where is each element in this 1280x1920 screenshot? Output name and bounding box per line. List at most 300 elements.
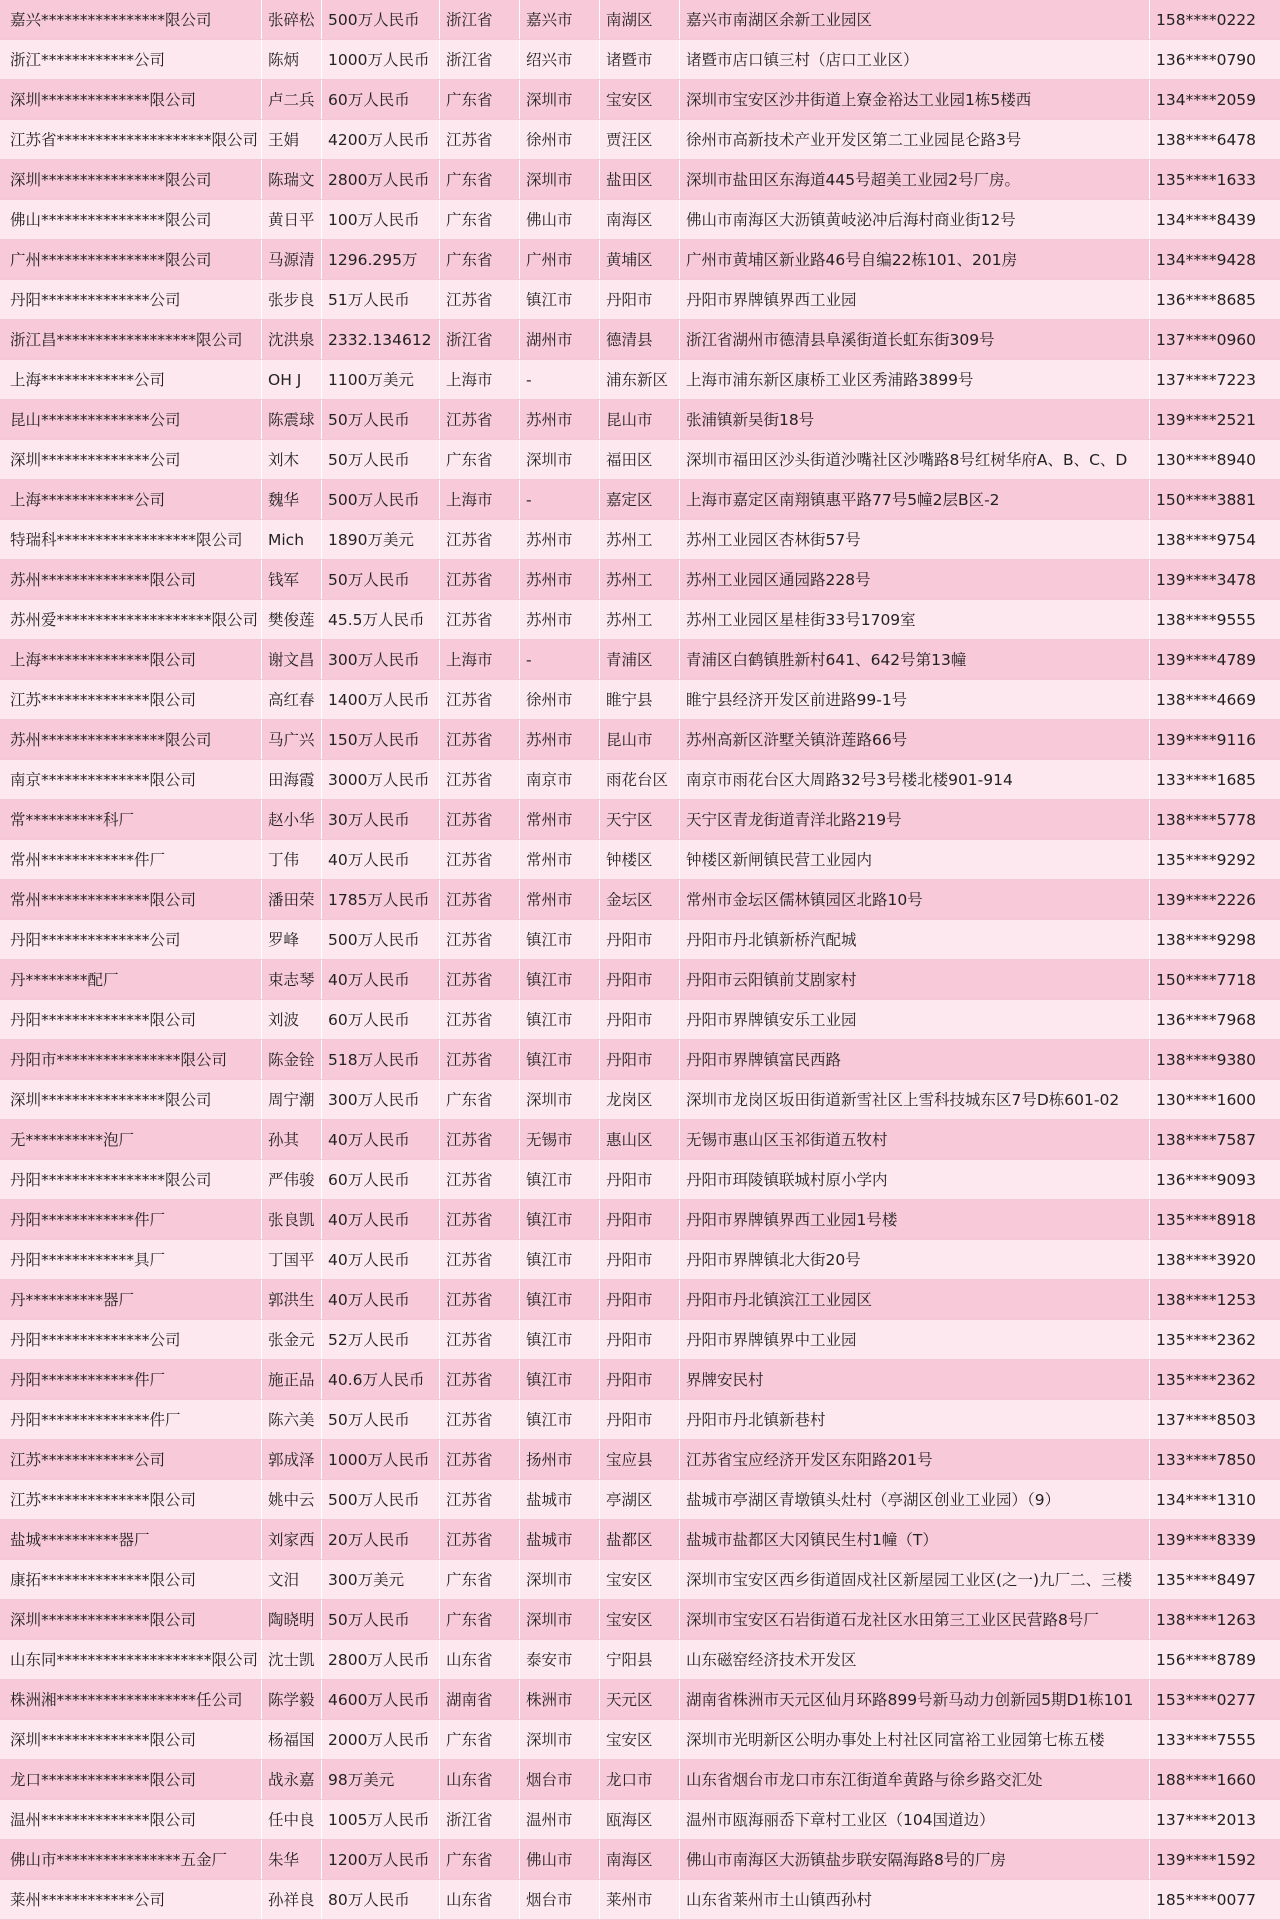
company-name-cell: 丹阳市****************限公司 bbox=[0, 1040, 262, 1079]
city-cell: 嘉兴市 bbox=[520, 0, 600, 39]
phone-cell: 136****0790 bbox=[1156, 51, 1257, 69]
district-cell: 莱州市 bbox=[600, 1880, 680, 1919]
province-cell: 江苏省 bbox=[440, 1240, 520, 1279]
address-cell: 深圳市光明新区公明办事处上村社区同富裕工业园第七栋五楼 bbox=[680, 1720, 1150, 1759]
registered-capital-cell: 50万人民币 bbox=[322, 1400, 440, 1439]
phone-cell: 135****1633 bbox=[1156, 171, 1257, 189]
legal-rep-cell: 谢文昌 bbox=[262, 640, 322, 679]
registered-capital-cell: 1005万人民币 bbox=[322, 1800, 440, 1839]
city-cell: 烟台市 bbox=[520, 1760, 600, 1799]
province-cell: 江苏省 bbox=[440, 800, 520, 839]
phone-cell: 136****9093 bbox=[1156, 1171, 1257, 1189]
company-name-cell: 丹阳************件厂 bbox=[0, 1360, 262, 1399]
district-cell: 丹阳市 bbox=[600, 1240, 680, 1279]
city-cell: 镇江市 bbox=[520, 1160, 600, 1199]
province-cell: 湖南省 bbox=[440, 1680, 520, 1719]
legal-rep-cell: 郭洪生 bbox=[262, 1280, 322, 1319]
phone-cell: 137****0960 bbox=[1156, 331, 1257, 349]
legal-rep-cell: 丁国平 bbox=[262, 1240, 322, 1279]
company-name-cell: 无**********泡厂 bbox=[0, 1120, 262, 1159]
legal-rep-cell: 陈学毅 bbox=[262, 1680, 322, 1719]
address-cell: 湖南省株洲市天元区仙月环路899号新马动力创新园5期D1栋101 bbox=[680, 1680, 1150, 1719]
address-cell: 丹阳市丹北镇新桥汽配城 bbox=[680, 920, 1150, 959]
company-name-cell: 株洲湘******************任公司 bbox=[0, 1680, 262, 1719]
district-cell: 浦东新区 bbox=[600, 360, 680, 399]
registered-capital-cell: 60万人民币 bbox=[322, 1160, 440, 1199]
district-cell: 惠山区 bbox=[600, 1120, 680, 1159]
registered-capital-cell: 1400万人民币 bbox=[322, 680, 440, 719]
province-cell: 江苏省 bbox=[440, 760, 520, 799]
city-cell: 镇江市 bbox=[520, 1240, 600, 1279]
legal-rep-cell: 严伟骏 bbox=[262, 1160, 322, 1199]
district-cell: 丹阳市 bbox=[600, 1160, 680, 1199]
phone-cell: 139****3478 bbox=[1156, 571, 1257, 589]
legal-rep-cell: 孙其 bbox=[262, 1120, 322, 1159]
company-name-cell: 嘉兴****************限公司 bbox=[0, 0, 262, 39]
province-cell: 浙江省 bbox=[440, 0, 520, 39]
registered-capital-cell: 100万人民币 bbox=[322, 200, 440, 239]
legal-rep-cell: 王娟 bbox=[262, 120, 322, 159]
address-cell: 深圳市宝安区西乡街道固戍社区新屋园工业区(之一)九厂二、三楼 bbox=[680, 1560, 1150, 1599]
registered-capital-cell: 518万人民币 bbox=[322, 1040, 440, 1079]
province-cell: 山东省 bbox=[440, 1880, 520, 1919]
legal-rep-cell: 魏华 bbox=[262, 480, 322, 519]
phone-cell: 138****9754 bbox=[1156, 531, 1257, 549]
address-cell: 丹阳市界牌镇富民西路 bbox=[680, 1040, 1150, 1079]
province-cell: 江苏省 bbox=[440, 680, 520, 719]
district-cell: 苏州工 bbox=[600, 600, 680, 639]
company-name-cell: 盐城**********器厂 bbox=[0, 1520, 262, 1559]
registered-capital-cell: 40万人民币 bbox=[322, 1200, 440, 1239]
province-cell: 广东省 bbox=[440, 1840, 520, 1879]
company-name-cell: 丹阳************具厂 bbox=[0, 1240, 262, 1279]
district-cell: 贾汪区 bbox=[600, 120, 680, 159]
district-cell: 雨花台区 bbox=[600, 760, 680, 799]
city-cell: 泰安市 bbox=[520, 1640, 600, 1679]
legal-rep-cell: 孙祥良 bbox=[262, 1880, 322, 1919]
legal-rep-cell: 文汨 bbox=[262, 1560, 322, 1599]
phone-cell: 139****2521 bbox=[1156, 411, 1257, 429]
province-cell: 江苏省 bbox=[440, 1160, 520, 1199]
address-cell: 盐城市亭湖区青墩镇头灶村（亭湖区创业工业园）（9） bbox=[680, 1480, 1150, 1519]
district-cell: 钟楼区 bbox=[600, 840, 680, 879]
table-row bbox=[0, 1880, 1280, 1920]
legal-rep-cell: 张良凯 bbox=[262, 1200, 322, 1239]
table-row bbox=[0, 1400, 1280, 1440]
address-cell: 上海市浦东新区康桥工业区秀浦路3899号 bbox=[680, 360, 1150, 399]
city-cell: 苏州市 bbox=[520, 520, 600, 559]
table-row bbox=[0, 1080, 1280, 1120]
company-name-cell: 深圳**************限公司 bbox=[0, 1600, 262, 1639]
company-name-cell: 丹阳**************公司 bbox=[0, 280, 262, 319]
phone-cell: 136****8685 bbox=[1156, 291, 1257, 309]
table-row bbox=[0, 120, 1280, 160]
legal-rep-cell: 任中良 bbox=[262, 1800, 322, 1839]
province-cell: 江苏省 bbox=[440, 960, 520, 999]
legal-rep-cell: 陶晓明 bbox=[262, 1600, 322, 1639]
province-cell: 江苏省 bbox=[440, 1440, 520, 1479]
table-row bbox=[0, 160, 1280, 200]
address-cell: 丹阳市界牌镇界中工业园 bbox=[680, 1320, 1150, 1359]
district-cell: 黄埔区 bbox=[600, 240, 680, 279]
city-cell: 无锡市 bbox=[520, 1120, 600, 1159]
address-cell: 山东省烟台市龙口市东江街道牟黄路与徐乡路交汇处 bbox=[680, 1760, 1150, 1799]
address-cell: 深圳市福田区沙头街道沙嘴社区沙嘴路8号红树华府A、B、C、D bbox=[680, 440, 1150, 479]
registered-capital-cell: 45.5万人民币 bbox=[322, 600, 440, 639]
province-cell: 江苏省 bbox=[440, 1520, 520, 1559]
registered-capital-cell: 40万人民币 bbox=[322, 1120, 440, 1159]
table-row bbox=[0, 280, 1280, 320]
district-cell: 丹阳市 bbox=[600, 1320, 680, 1359]
table-row bbox=[0, 1680, 1280, 1720]
phone-cell: 156****8789 bbox=[1156, 1651, 1257, 1669]
province-cell: 山东省 bbox=[440, 1760, 520, 1799]
phone-cell: 138****6478 bbox=[1156, 131, 1257, 149]
phone-cell: 138****4669 bbox=[1156, 691, 1257, 709]
company-name-cell: 深圳**************公司 bbox=[0, 440, 262, 479]
table-row bbox=[0, 40, 1280, 80]
table-row bbox=[0, 200, 1280, 240]
legal-rep-cell: 张步良 bbox=[262, 280, 322, 319]
company-name-cell: 温州**************限公司 bbox=[0, 1800, 262, 1839]
district-cell: 宝应县 bbox=[600, 1440, 680, 1479]
district-cell: 南湖区 bbox=[600, 0, 680, 39]
company-name-cell: 广州****************限公司 bbox=[0, 240, 262, 279]
table-row bbox=[0, 80, 1280, 120]
district-cell: 宝安区 bbox=[600, 1720, 680, 1759]
table-row bbox=[0, 1320, 1280, 1360]
address-cell: 丹阳市丹北镇滨江工业园区 bbox=[680, 1280, 1150, 1319]
legal-rep-cell: 高红春 bbox=[262, 680, 322, 719]
city-cell: 常州市 bbox=[520, 840, 600, 879]
table-row bbox=[0, 880, 1280, 920]
city-cell: 南京市 bbox=[520, 760, 600, 799]
phone-cell: 133****1685 bbox=[1156, 771, 1257, 789]
legal-rep-cell: 杨福国 bbox=[262, 1720, 322, 1759]
table-row bbox=[0, 480, 1280, 520]
province-cell: 江苏省 bbox=[440, 120, 520, 159]
address-cell: 丹阳市界牌镇安乐工业园 bbox=[680, 1000, 1150, 1039]
table-row bbox=[0, 1720, 1280, 1760]
address-cell: 徐州市高新技术产业开发区第二工业园昆仑路3号 bbox=[680, 120, 1150, 159]
registered-capital-cell: 1000万人民币 bbox=[322, 1440, 440, 1479]
address-cell: 丹阳市界牌镇北大街20号 bbox=[680, 1240, 1150, 1279]
registered-capital-cell: 500万人民币 bbox=[322, 920, 440, 959]
registered-capital-cell: 1890万美元 bbox=[322, 520, 440, 559]
phone-cell: 138****1263 bbox=[1156, 1611, 1257, 1629]
legal-rep-cell: OH J bbox=[262, 360, 322, 399]
district-cell: 苏州工 bbox=[600, 520, 680, 559]
phone-cell: 150****3881 bbox=[1156, 491, 1257, 509]
company-name-cell: 丹**********器厂 bbox=[0, 1280, 262, 1319]
province-cell: 江苏省 bbox=[440, 600, 520, 639]
legal-rep-cell: 沈洪泉 bbox=[262, 320, 322, 359]
phone-cell: 138****5778 bbox=[1156, 811, 1257, 829]
registered-capital-cell: 500万人民币 bbox=[322, 0, 440, 39]
city-cell: 烟台市 bbox=[520, 1880, 600, 1919]
address-cell: 常州市金坛区儒林镇园区北路10号 bbox=[680, 880, 1150, 919]
table-row bbox=[0, 800, 1280, 840]
address-cell: 嘉兴市南湖区余新工业园区 bbox=[680, 0, 1150, 39]
phone-cell: 185****0077 bbox=[1156, 1891, 1257, 1909]
province-cell: 江苏省 bbox=[440, 1360, 520, 1399]
legal-rep-cell: Mich bbox=[262, 520, 322, 559]
city-cell: 常州市 bbox=[520, 800, 600, 839]
address-cell: 苏州高新区浒墅关镇浒莲路66号 bbox=[680, 720, 1150, 759]
address-cell: 山东省莱州市土山镇西孙村 bbox=[680, 1880, 1150, 1919]
city-cell: 苏州市 bbox=[520, 600, 600, 639]
phone-cell: 153****0277 bbox=[1156, 1691, 1257, 1709]
district-cell: 宝安区 bbox=[600, 80, 680, 119]
company-name-cell: 南京**************限公司 bbox=[0, 760, 262, 799]
city-cell: 镇江市 bbox=[520, 920, 600, 959]
city-cell: 绍兴市 bbox=[520, 40, 600, 79]
legal-rep-cell: 陈瑞文 bbox=[262, 160, 322, 199]
table-row bbox=[0, 600, 1280, 640]
table-row bbox=[0, 1240, 1280, 1280]
registered-capital-cell: 40.6万人民币 bbox=[322, 1360, 440, 1399]
table-row bbox=[0, 360, 1280, 400]
province-cell: 江苏省 bbox=[440, 400, 520, 439]
address-cell: 青浦区白鹤镇胜新村641、642号第13幢 bbox=[680, 640, 1150, 679]
company-name-cell: 常**********科厂 bbox=[0, 800, 262, 839]
address-cell: 丹阳市界牌镇界西工业园1号楼 bbox=[680, 1200, 1150, 1239]
phone-cell: 134****1310 bbox=[1156, 1491, 1257, 1509]
phone-cell: 138****1253 bbox=[1156, 1291, 1257, 1309]
city-cell: 镇江市 bbox=[520, 1400, 600, 1439]
province-cell: 广东省 bbox=[440, 240, 520, 279]
city-cell: 佛山市 bbox=[520, 200, 600, 239]
province-cell: 浙江省 bbox=[440, 40, 520, 79]
company-name-cell: 丹阳**************公司 bbox=[0, 1320, 262, 1359]
address-cell: 界牌安民村 bbox=[680, 1360, 1150, 1399]
city-cell: 深圳市 bbox=[520, 80, 600, 119]
legal-rep-cell: 潘田荣 bbox=[262, 880, 322, 919]
district-cell: 盐田区 bbox=[600, 160, 680, 199]
table-row bbox=[0, 240, 1280, 280]
table-row bbox=[0, 1800, 1280, 1840]
province-cell: 浙江省 bbox=[440, 320, 520, 359]
district-cell: 龙岗区 bbox=[600, 1080, 680, 1119]
table-row bbox=[0, 560, 1280, 600]
city-cell: 镇江市 bbox=[520, 1000, 600, 1039]
city-cell: 镇江市 bbox=[520, 1200, 600, 1239]
phone-cell: 135****8497 bbox=[1156, 1571, 1257, 1589]
address-cell: 南京市雨花台区大周路32号3号楼北楼901-914 bbox=[680, 760, 1150, 799]
address-cell: 苏州工业园区杏林街57号 bbox=[680, 520, 1150, 559]
address-cell: 浙江省湖州市德清县阜溪街道长虹东街309号 bbox=[680, 320, 1150, 359]
province-cell: 广东省 bbox=[440, 80, 520, 119]
district-cell: 睢宁县 bbox=[600, 680, 680, 719]
city-cell: 镇江市 bbox=[520, 1280, 600, 1319]
district-cell: 德清县 bbox=[600, 320, 680, 359]
phone-cell: 135****2362 bbox=[1156, 1371, 1257, 1389]
city-cell: 温州市 bbox=[520, 1800, 600, 1839]
table-row bbox=[0, 960, 1280, 1000]
city-cell: 扬州市 bbox=[520, 1440, 600, 1479]
phone-cell: 134****8439 bbox=[1156, 211, 1257, 229]
company-name-cell: 佛山****************限公司 bbox=[0, 200, 262, 239]
address-cell: 深圳市宝安区石岩街道石龙社区水田第三工业区民营路8号厂 bbox=[680, 1600, 1150, 1639]
registered-capital-cell: 40万人民币 bbox=[322, 960, 440, 999]
registered-capital-cell: 300万美元 bbox=[322, 1560, 440, 1599]
company-name-cell: 丹阳**************限公司 bbox=[0, 1000, 262, 1039]
table-row bbox=[0, 1160, 1280, 1200]
address-cell: 佛山市南海区大沥镇盐步联安隔海路8号的厂房 bbox=[680, 1840, 1150, 1879]
phone-cell: 138****7587 bbox=[1156, 1131, 1257, 1149]
table-row bbox=[0, 440, 1280, 480]
company-name-cell: 丹阳**************件厂 bbox=[0, 1400, 262, 1439]
registered-capital-cell: 80万人民币 bbox=[322, 1880, 440, 1919]
city-cell: 深圳市 bbox=[520, 440, 600, 479]
district-cell: 盐都区 bbox=[600, 1520, 680, 1559]
registered-capital-cell: 2000万人民币 bbox=[322, 1720, 440, 1759]
address-cell: 丹阳市界牌镇界西工业园 bbox=[680, 280, 1150, 319]
registered-capital-cell: 20万人民币 bbox=[322, 1520, 440, 1559]
company-name-cell: 丹阳************件厂 bbox=[0, 1200, 262, 1239]
province-cell: 江苏省 bbox=[440, 560, 520, 599]
city-cell: - bbox=[520, 360, 600, 399]
registered-capital-cell: 52万人民币 bbox=[322, 1320, 440, 1359]
district-cell: 嘉定区 bbox=[600, 480, 680, 519]
address-cell: 深圳市龙岗区坂田街道新雪社区上雪科技城东区7号D栋601-02 bbox=[680, 1080, 1150, 1119]
province-cell: 江苏省 bbox=[440, 1280, 520, 1319]
province-cell: 广东省 bbox=[440, 160, 520, 199]
table-row bbox=[0, 320, 1280, 360]
phone-cell: 136****7968 bbox=[1156, 1011, 1257, 1029]
legal-rep-cell: 陈金铨 bbox=[262, 1040, 322, 1079]
registered-capital-cell: 500万人民币 bbox=[322, 480, 440, 519]
city-cell: 湖州市 bbox=[520, 320, 600, 359]
city-cell: 佛山市 bbox=[520, 1840, 600, 1879]
province-cell: 上海市 bbox=[440, 480, 520, 519]
phone-cell: 138****3920 bbox=[1156, 1251, 1257, 1269]
city-cell: - bbox=[520, 480, 600, 519]
company-name-cell: 深圳**************限公司 bbox=[0, 1720, 262, 1759]
company-name-cell: 莱州************公司 bbox=[0, 1880, 262, 1919]
district-cell: 宁阳县 bbox=[600, 1640, 680, 1679]
district-cell: 丹阳市 bbox=[600, 1360, 680, 1399]
city-cell: 徐州市 bbox=[520, 120, 600, 159]
phone-cell: 137****7223 bbox=[1156, 371, 1257, 389]
legal-rep-cell: 战永嘉 bbox=[262, 1760, 322, 1799]
city-cell: 广州市 bbox=[520, 240, 600, 279]
address-cell: 佛山市南海区大沥镇黄岐泌冲后海村商业街12号 bbox=[680, 200, 1150, 239]
registered-capital-cell: 150万人民币 bbox=[322, 720, 440, 759]
city-cell: 苏州市 bbox=[520, 560, 600, 599]
legal-rep-cell: 束志琴 bbox=[262, 960, 322, 999]
province-cell: 江苏省 bbox=[440, 1000, 520, 1039]
province-cell: 江苏省 bbox=[440, 1480, 520, 1519]
district-cell: 昆山市 bbox=[600, 400, 680, 439]
district-cell: 天宁区 bbox=[600, 800, 680, 839]
registered-capital-cell: 40万人民币 bbox=[322, 840, 440, 879]
province-cell: 江苏省 bbox=[440, 1320, 520, 1359]
legal-rep-cell: 刘波 bbox=[262, 1000, 322, 1039]
phone-cell: 138****9380 bbox=[1156, 1051, 1257, 1069]
legal-rep-cell: 陈震球 bbox=[262, 400, 322, 439]
legal-rep-cell: 张碎松 bbox=[262, 0, 322, 39]
phone-cell: 138****9298 bbox=[1156, 931, 1257, 949]
company-name-cell: 深圳****************限公司 bbox=[0, 160, 262, 199]
city-cell: 盐城市 bbox=[520, 1480, 600, 1519]
phone-cell: 139****2226 bbox=[1156, 891, 1257, 909]
province-cell: 江苏省 bbox=[440, 920, 520, 959]
registered-capital-cell: 51万人民币 bbox=[322, 280, 440, 319]
phone-cell: 135****9292 bbox=[1156, 851, 1257, 869]
district-cell: 丹阳市 bbox=[600, 1280, 680, 1319]
legal-rep-cell: 罗峰 bbox=[262, 920, 322, 959]
province-cell: 江苏省 bbox=[440, 880, 520, 919]
legal-rep-cell: 张金元 bbox=[262, 1320, 322, 1359]
phone-cell: 135****2362 bbox=[1156, 1331, 1257, 1349]
district-cell: 苏州工 bbox=[600, 560, 680, 599]
legal-rep-cell: 丁伟 bbox=[262, 840, 322, 879]
city-cell: 盐城市 bbox=[520, 1520, 600, 1559]
registered-capital-cell: 60万人民币 bbox=[322, 1000, 440, 1039]
phone-cell: 138****9555 bbox=[1156, 611, 1257, 629]
district-cell: 南海区 bbox=[600, 1840, 680, 1879]
table-row bbox=[0, 1360, 1280, 1400]
registered-capital-cell: 1785万人民币 bbox=[322, 880, 440, 919]
legal-rep-cell: 黄日平 bbox=[262, 200, 322, 239]
district-cell: 青浦区 bbox=[600, 640, 680, 679]
company-name-cell: 特瑞科******************限公司 bbox=[0, 520, 262, 559]
table-row bbox=[0, 1520, 1280, 1560]
registered-capital-cell: 40万人民币 bbox=[322, 1280, 440, 1319]
table-row bbox=[0, 920, 1280, 960]
address-cell: 广州市黄埔区新业路46号自编22栋101、201房 bbox=[680, 240, 1150, 279]
table-row bbox=[0, 1640, 1280, 1680]
company-name-cell: 江苏**************限公司 bbox=[0, 680, 262, 719]
province-cell: 广东省 bbox=[440, 1080, 520, 1119]
city-cell: 徐州市 bbox=[520, 680, 600, 719]
company-name-cell: 苏州****************限公司 bbox=[0, 720, 262, 759]
registered-capital-cell: 2332.134612 bbox=[322, 320, 440, 359]
district-cell: 丹阳市 bbox=[600, 1040, 680, 1079]
province-cell: 广东省 bbox=[440, 1560, 520, 1599]
company-name-cell: 江苏************公司 bbox=[0, 1440, 262, 1479]
registered-capital-cell: 1100万美元 bbox=[322, 360, 440, 399]
address-cell: 张浦镇新吴街18号 bbox=[680, 400, 1150, 439]
address-cell: 无锡市惠山区玉祁街道五牧村 bbox=[680, 1120, 1150, 1159]
company-name-cell: 丹阳**************公司 bbox=[0, 920, 262, 959]
city-cell: - bbox=[520, 640, 600, 679]
phone-cell: 188****1660 bbox=[1156, 1771, 1257, 1789]
address-cell: 钟楼区新闸镇民营工业园内 bbox=[680, 840, 1150, 879]
company-name-cell: 浙江************公司 bbox=[0, 40, 262, 79]
table-row bbox=[0, 1840, 1280, 1880]
district-cell: 南海区 bbox=[600, 200, 680, 239]
legal-rep-cell: 陈炳 bbox=[262, 40, 322, 79]
city-cell: 镇江市 bbox=[520, 1360, 600, 1399]
address-cell: 深圳市宝安区沙井街道上寮金裕达工业园1栋5楼西 bbox=[680, 80, 1150, 119]
registered-capital-cell: 2800万人民币 bbox=[322, 160, 440, 199]
city-cell: 镇江市 bbox=[520, 1320, 600, 1359]
city-cell: 镇江市 bbox=[520, 1040, 600, 1079]
legal-rep-cell: 施正品 bbox=[262, 1360, 322, 1399]
company-name-cell: 佛山市****************五金厂 bbox=[0, 1840, 262, 1879]
district-cell: 瓯海区 bbox=[600, 1800, 680, 1839]
phone-cell: 139****1592 bbox=[1156, 1851, 1257, 1869]
phone-cell: 139****4789 bbox=[1156, 651, 1257, 669]
district-cell: 宝安区 bbox=[600, 1600, 680, 1639]
province-cell: 江苏省 bbox=[440, 520, 520, 559]
company-name-cell: 山东同********************限公司 bbox=[0, 1640, 262, 1679]
company-name-cell: 常州**************限公司 bbox=[0, 880, 262, 919]
phone-cell: 137****2013 bbox=[1156, 1811, 1257, 1829]
province-cell: 江苏省 bbox=[440, 1400, 520, 1439]
